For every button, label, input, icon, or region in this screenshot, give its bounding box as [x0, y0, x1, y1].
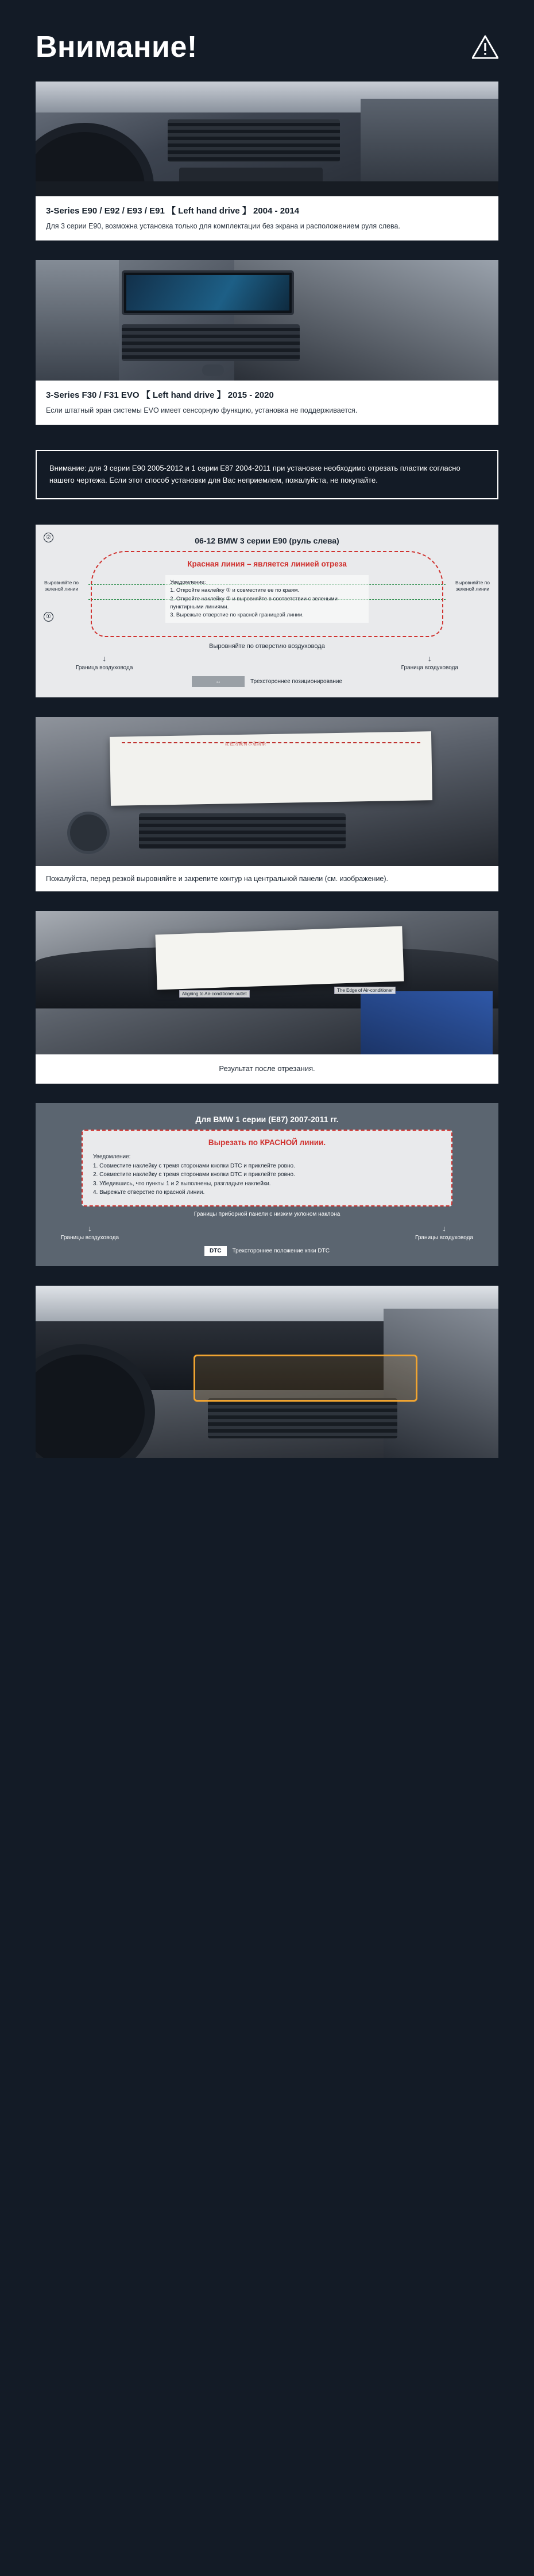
- right-vent-boundary: [401, 653, 458, 672]
- notice-heading: Уведомление:: [170, 579, 206, 586]
- section-final-photo: [36, 1286, 498, 1458]
- final-installed-interior-photo: [36, 1286, 498, 1458]
- section-template-photo: [36, 717, 498, 891]
- caption-e90-title: 3-Series E90 / E92 / E93 / E91 【 Left hand drive 】 2004 - 2014: [46, 206, 300, 216]
- result-photo-caption: Результат после отрезания.: [36, 1054, 498, 1084]
- e87-left-vent-boundary: [61, 1223, 119, 1242]
- e87-top-note-label: Границы приборной панели с низким уклоном наклона: [194, 1211, 340, 1217]
- e87-left-vent-label: Границы воздуховода: [61, 1234, 119, 1241]
- marker-two: ②: [44, 532, 53, 543]
- note-align-to-vent: Aligning to Air-conditioner outlet: [179, 990, 250, 998]
- diagram-e90-title: 06-12 BMW 3 серии E90 (руль слева): [195, 536, 339, 545]
- caption-e90: [36, 196, 498, 240]
- diagram-e87: [36, 1103, 498, 1266]
- positioning-label: Трехстороннее позиционирование: [250, 678, 342, 685]
- diagram-e87-title: Для BMW 1 серии (E87) 2007-2011 гг.: [195, 1115, 339, 1124]
- e87-notice-item-3: 3. Убедившись, что пункты 1 и 2 выполнены, разгладьте наклейки.: [93, 1180, 271, 1187]
- vent-boundary-arrows: [46, 650, 488, 672]
- left-vent-boundary-label: Граница воздуховода: [76, 664, 133, 671]
- highlight-rectangle: [194, 1355, 417, 1402]
- e87-vent-boundary-arrows: [46, 1217, 488, 1242]
- positioning-chip: ↔: [192, 676, 245, 687]
- down-arrow-icon-left: ↓: [102, 653, 107, 663]
- down-arrow-icon-right: ↓: [427, 653, 432, 663]
- page-title: Внимание!: [36, 30, 198, 64]
- align-to-vent-text: Выровняйте по отверстию воздуховода: [209, 642, 325, 650]
- red-cut-title: Красная линия – является линией отреза: [187, 559, 347, 568]
- diagram-e87-notice-list: [93, 1153, 441, 1197]
- template-on-center-panel-photo: [36, 717, 498, 866]
- e87-positioning-label: Трехстороннее положение кпки DTC: [232, 1248, 330, 1255]
- e87-right-vent-label: Границы воздуховода: [415, 1234, 473, 1241]
- left-green-align-note: Выровняйте по зеленой линии: [44, 579, 79, 592]
- down-arrow-icon-e87-right: ↓: [442, 1223, 446, 1233]
- red-cut-outline: [91, 551, 443, 637]
- bmw-f30-evo-dashboard-photo: [36, 260, 498, 381]
- warning-triangle-icon: [472, 35, 498, 59]
- marker-one: ①: [44, 611, 53, 622]
- e87-right-vent-boundary: [415, 1223, 473, 1242]
- section-f30: [36, 260, 498, 425]
- left-vent-boundary: [76, 653, 133, 672]
- note-edge-of-ac: The Edge of Air-conditioner: [334, 987, 396, 994]
- e87-notice-item-2: 2. Совместите наклейку с тремя сторонами кнопки DTC и приклейте ровно.: [93, 1171, 295, 1178]
- three-sided-positioning: [46, 676, 488, 687]
- e87-notice-item-4: 4. Вырежьте отверстие по красной линии.: [93, 1189, 205, 1196]
- e87-dtc-positioning: [46, 1246, 488, 1256]
- diagram-e90: [36, 525, 498, 697]
- e87-notice-heading: Уведомление:: [93, 1154, 131, 1161]
- e87-notice-item-1: 1. Совместите наклейку с тремя сторонами кнопки DTC и приклейте ровно.: [93, 1162, 295, 1169]
- e87-top-note: [46, 1211, 488, 1217]
- caption-f30-text: Если штатный эран системы EVO имеет сенсорную функцию, установка не поддерживается.: [46, 406, 358, 415]
- notice-item-1: 1. Откройте наклейку ① и совместите ее по краям.: [170, 587, 300, 594]
- template-photo-caption: Пожалуйста, перед резкой выровняйте и закрепите контур на центральной панели (см. изображение).: [36, 866, 498, 891]
- warning-notice-box: [36, 450, 498, 499]
- section-e90: [36, 82, 498, 240]
- right-green-align-note: Выровняйте по зеленой линии: [455, 579, 490, 592]
- page-header: [0, 0, 534, 82]
- right-vent-boundary-label: Граница воздуховода: [401, 664, 458, 671]
- caption-f30: [36, 381, 498, 425]
- caption-f30-title: 3-Series F30 / F31 EVO 【 Left hand drive 】 2015 - 2020: [46, 390, 274, 401]
- section-result-photo: [36, 911, 498, 1084]
- e87-red-cut-outline: [82, 1130, 452, 1206]
- e87-red-cut-title: Вырезать по КРАСНОЙ линии.: [208, 1138, 326, 1147]
- notice-item-3: 3. Вырежьте отверстие по красной границеэй линии.: [170, 612, 304, 619]
- caption-e90-text: Для 3 серии E90, возможна установка только для комплектации без экрана и расположением руля слева.: [46, 222, 400, 230]
- notice-item-2: 2. Откройте наклейку ② и выровняйте в соответствии с зелеными пунктирными линиями.: [170, 595, 338, 610]
- warning-notice-text: Внимание: для 3 серии E90 2005-2012 и 1 серии E87 2004-2011 при установке необходимо отрезать пластик согласно нашего чертежа. Если этот способ установки для Вас неприемлем, пожалуйста, не покупайте.: [49, 464, 461, 485]
- result-after-cut-photo: [36, 911, 498, 1054]
- down-arrow-icon-e87-left: ↓: [88, 1223, 92, 1233]
- diagram-e90-notice-list: [165, 575, 368, 623]
- bmw-e90-dashboard-photo: [36, 82, 498, 196]
- dtc-button-chip: DTC: [204, 1246, 227, 1256]
- paper-red-text: 红色为裁剪示意线条: [225, 742, 266, 747]
